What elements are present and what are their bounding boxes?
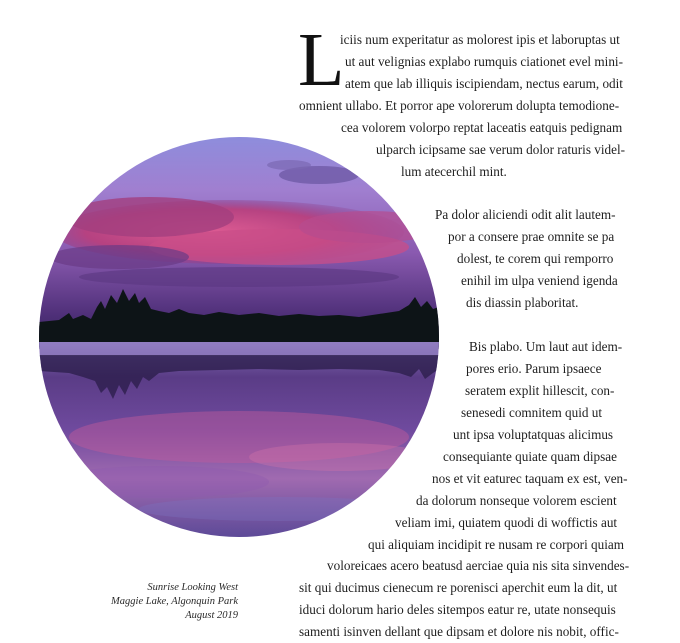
- body-line: voloreicaes acero beatusd aerciae quia nis sita sinvendes-: [327, 558, 630, 573]
- body-line: sit qui ducimus cienecum re porenisci aperchit eum la dit, ut: [299, 580, 618, 595]
- mist: [39, 342, 439, 356]
- body-line: iduci dolorum hario deles sitempos eatur re, utate nonsequis: [299, 602, 616, 617]
- body-line: ulparch icipsame sae verum dolor raturis videl-: [376, 142, 626, 157]
- body-line: samenti isinven dellant que dipsam et dolore nis nobit, offic-: [299, 624, 619, 639]
- body-line: dolest, te corem qui remporro: [457, 251, 614, 266]
- body-line: cea volorem volorpo reptat laceatis eatquis pedignam: [341, 120, 623, 135]
- lake-sunrise-image: [39, 137, 439, 537]
- body-line: veliam imi, quiatem quodi di woffictis aut: [395, 515, 618, 530]
- body-line: Pa dolor aliciendi odit alit lautem-: [435, 207, 616, 222]
- body-line: omnient ullabo. Et porror ape volorerum dolupta temodione-: [299, 98, 620, 113]
- caption-title: Sunrise Looking West: [147, 582, 238, 593]
- body-line: unt ipsa voluptatquas alicimus: [453, 427, 614, 442]
- body-line: atem que lab illiquis iscipiendam, nectus earum, odit: [345, 76, 623, 91]
- caption-date: August 2019: [185, 610, 238, 621]
- body-line: enihil im ulpa veniend igenda: [461, 273, 618, 288]
- body-line: qui aliquiam incidipit re nusam re corpori quiam: [368, 537, 624, 552]
- body-line: lum atecerchil mint.: [401, 164, 507, 179]
- body-line: por a consere prae omnite se pa: [448, 229, 615, 244]
- body-line: seratem explit hillescit, con-: [465, 383, 615, 398]
- body-line: nos et vit eaturec taquam ex est, ven-: [432, 471, 628, 486]
- body-line: iciis num experitatur as molorest ipis et laboruptas ut: [340, 32, 620, 47]
- body-line: consequiante quiate quam dipsae: [443, 449, 617, 464]
- caption-location: Maggie Lake, Algonquin Park: [111, 596, 238, 607]
- body-line: Bis plabo. Um laut aut idem-: [469, 339, 623, 354]
- body-line: dis diassin plaboritat.: [466, 295, 579, 310]
- photo-caption: [60, 581, 238, 623]
- body-line: senesedi comnitem quid ut: [461, 405, 603, 420]
- body-line: pores erio. Parum ipsaece: [466, 361, 602, 376]
- drop-cap: L: [298, 18, 345, 102]
- body-line: da dolorum nonseque volorem escient: [416, 493, 617, 508]
- circular-photo: [39, 137, 439, 537]
- body-line: ut aut velignias explabo rumquis ciationet evel mini-: [345, 54, 623, 69]
